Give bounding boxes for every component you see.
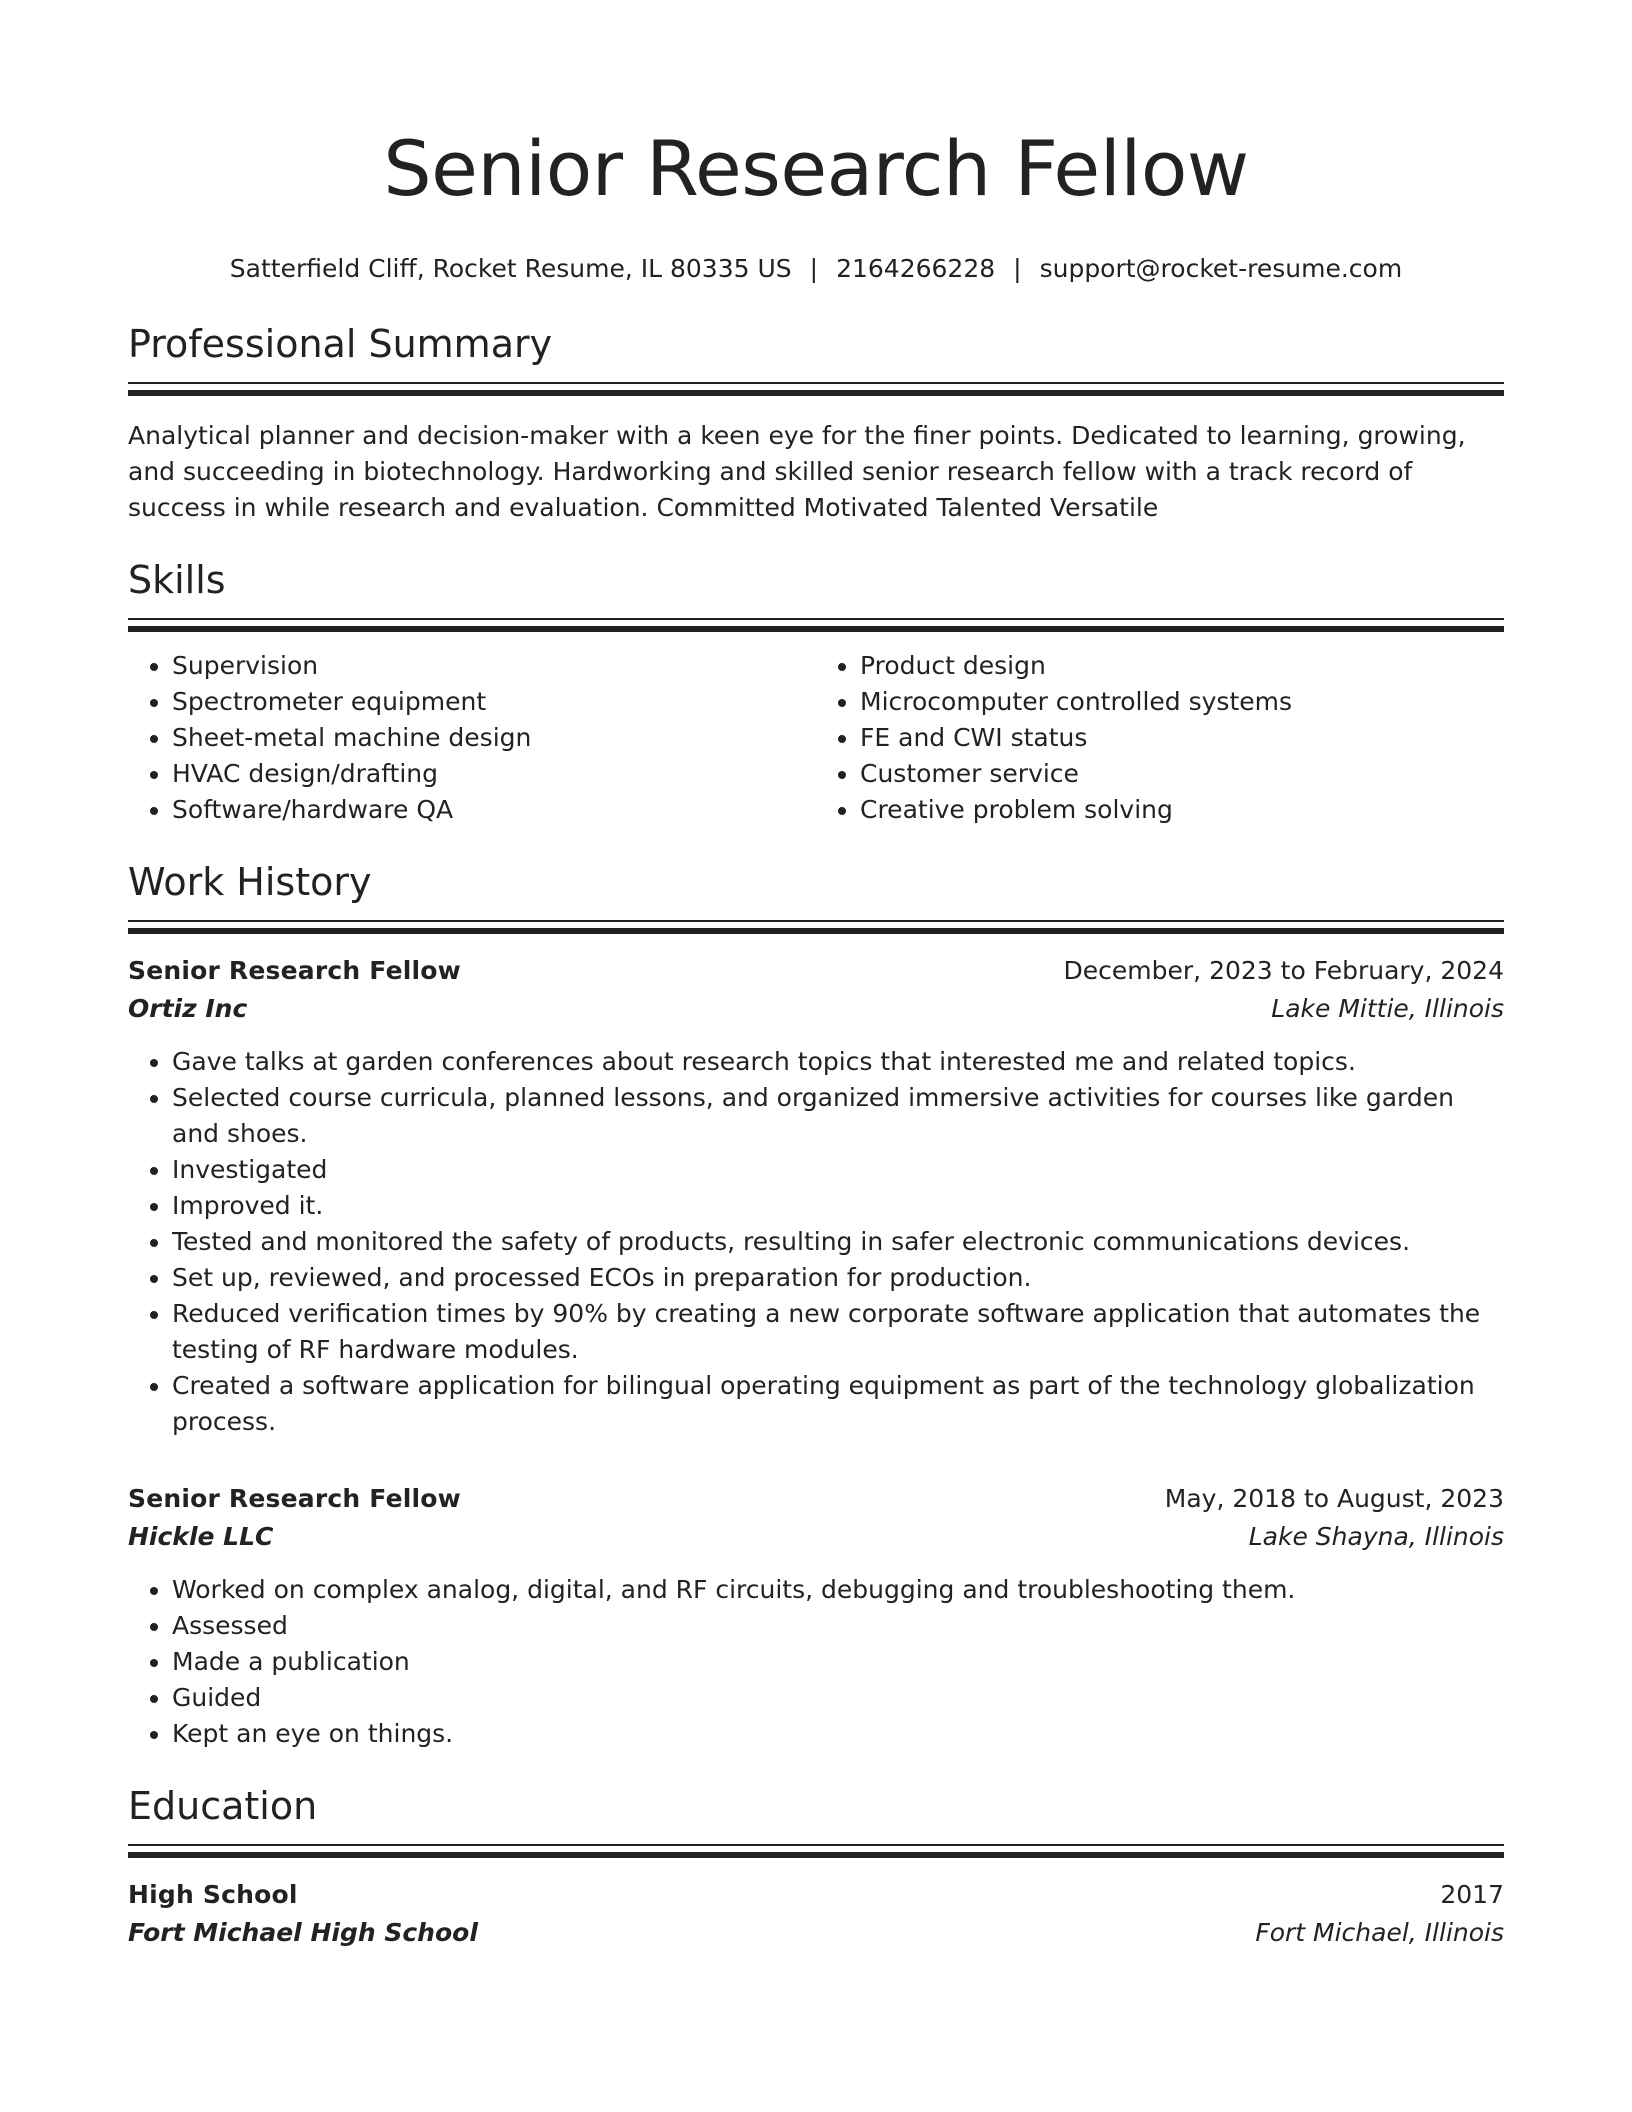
job-company: Hickle LLC bbox=[128, 1522, 274, 1551]
skill-item: • FE and CWI status bbox=[860, 720, 1504, 756]
skill-item: • HVAC design/drafting bbox=[172, 756, 816, 792]
contact-email: support@rocket-resume.com bbox=[1039, 254, 1403, 283]
job-bullet: • Created a software application for bilingual operating equipment as part of the technology globalization process. bbox=[172, 1368, 1504, 1440]
job-bullet: • Tested and monitored the safety of products, resulting in safer electronic communications devices. bbox=[172, 1224, 1504, 1260]
education-school: Fort Michael High School bbox=[128, 1918, 478, 1947]
job-header-row bbox=[128, 952, 1504, 990]
job-bullet: • Guided bbox=[172, 1680, 1504, 1716]
skill-item: • Product design bbox=[860, 648, 1504, 684]
job-bullet: • Kept an eye on things. bbox=[172, 1716, 1504, 1752]
job-company: Ortiz Inc bbox=[128, 994, 248, 1023]
contact-line bbox=[128, 252, 1504, 286]
job-bullet: • Made a publication bbox=[172, 1644, 1504, 1680]
section-title-work-history: Work History bbox=[128, 860, 372, 904]
contact-phone: 2164266228 bbox=[836, 254, 996, 283]
job-bullet: • Set up, reviewed, and processed ECOs in preparation for production. bbox=[172, 1260, 1504, 1296]
education-school-row bbox=[128, 1914, 1504, 1952]
skill-item: • Software/hardware QA bbox=[172, 792, 816, 828]
job-entry bbox=[128, 1480, 1504, 1752]
education-degree: High School bbox=[128, 1880, 298, 1909]
job-header-row bbox=[128, 1480, 1504, 1518]
education-entry bbox=[128, 1876, 1504, 1952]
section-rule-thick bbox=[128, 1852, 1504, 1858]
education-location: Fort Michael, Illinois bbox=[1255, 1918, 1504, 1947]
job-bullets bbox=[128, 1044, 1504, 1440]
skill-item: • Customer service bbox=[860, 756, 1504, 792]
education-header-row bbox=[128, 1876, 1504, 1914]
section-rule-thin bbox=[128, 1844, 1504, 1846]
job-bullet: • Assessed bbox=[172, 1608, 1504, 1644]
section-rule-thin bbox=[128, 382, 1504, 384]
skills-section bbox=[128, 556, 1504, 828]
education-year: 2017 bbox=[1440, 1880, 1504, 1909]
skill-item: • Sheet-metal machine design bbox=[172, 720, 816, 756]
section-rule-thin bbox=[128, 920, 1504, 922]
job-location: Lake Shayna, Illinois bbox=[1248, 1522, 1504, 1551]
job-entry bbox=[128, 952, 1504, 1440]
resume-name: Senior Research Fellow bbox=[383, 124, 1249, 213]
section-rule-thick bbox=[128, 390, 1504, 396]
job-bullet: • Reduced verification times by 90% by creating a new corporate software application that automates the testing of RF hardware modules. bbox=[172, 1296, 1504, 1368]
section-title-summary: Professional Summary bbox=[128, 322, 553, 366]
section-rule-thin bbox=[128, 618, 1504, 620]
summary-section bbox=[128, 320, 1504, 526]
section-title-skills: Skills bbox=[128, 558, 226, 602]
contact-separator: | bbox=[809, 254, 819, 283]
skill-item: • Spectrometer equipment bbox=[172, 684, 816, 720]
job-bullet: • Worked on complex analog, digital, and RF circuits, debugging and troubleshooting them. bbox=[172, 1572, 1504, 1608]
job-title: Senior Research Fellow bbox=[128, 1484, 461, 1513]
skills-grid bbox=[128, 648, 1504, 828]
job-bullet: • Improved it. bbox=[172, 1188, 1504, 1224]
job-bullet: • Investigated bbox=[172, 1152, 1504, 1188]
work-history-section bbox=[128, 858, 1504, 1752]
skill-item: • Creative problem solving bbox=[860, 792, 1504, 828]
section-rule-thick bbox=[128, 626, 1504, 632]
contact-separator: | bbox=[1013, 254, 1022, 283]
job-bullet: • Gave talks at garden conferences about research topics that interested me and related topics. bbox=[172, 1044, 1504, 1080]
section-rule-thick bbox=[128, 928, 1504, 934]
skill-item: • Microcomputer controlled systems bbox=[860, 684, 1504, 720]
job-dates: December, 2023 to February, 2024 bbox=[1063, 956, 1504, 985]
job-dates: May, 2018 to August, 2023 bbox=[1164, 1484, 1504, 1513]
job-company-row bbox=[128, 990, 1504, 1028]
skill-item: • Supervision bbox=[172, 648, 816, 684]
job-bullet: • Selected course curricula, planned lessons, and organized immersive activities for courses like garden and shoes. bbox=[172, 1080, 1504, 1152]
job-location: Lake Mittie, Illinois bbox=[1271, 994, 1504, 1023]
job-title: Senior Research Fellow bbox=[128, 956, 461, 985]
job-company-row bbox=[128, 1518, 1504, 1556]
skills-column-left bbox=[128, 648, 816, 828]
skills-column-right bbox=[816, 648, 1504, 828]
education-section bbox=[128, 1782, 1504, 1952]
section-title-education: Education bbox=[128, 1784, 318, 1828]
contact-address: Satterfield Cliff, Rocket Resume, IL 80335 US bbox=[229, 254, 792, 283]
summary-text: Analytical planner and decision-maker with a keen eye for the finer points. Dedicated to learning, growing, and succeeding in biotechnology. Hardworking and skilled senior research fellow with a track record of success in while research and evaluation. Committed Motivated Talented Versatile bbox=[128, 421, 1466, 522]
job-bullets bbox=[128, 1572, 1504, 1752]
